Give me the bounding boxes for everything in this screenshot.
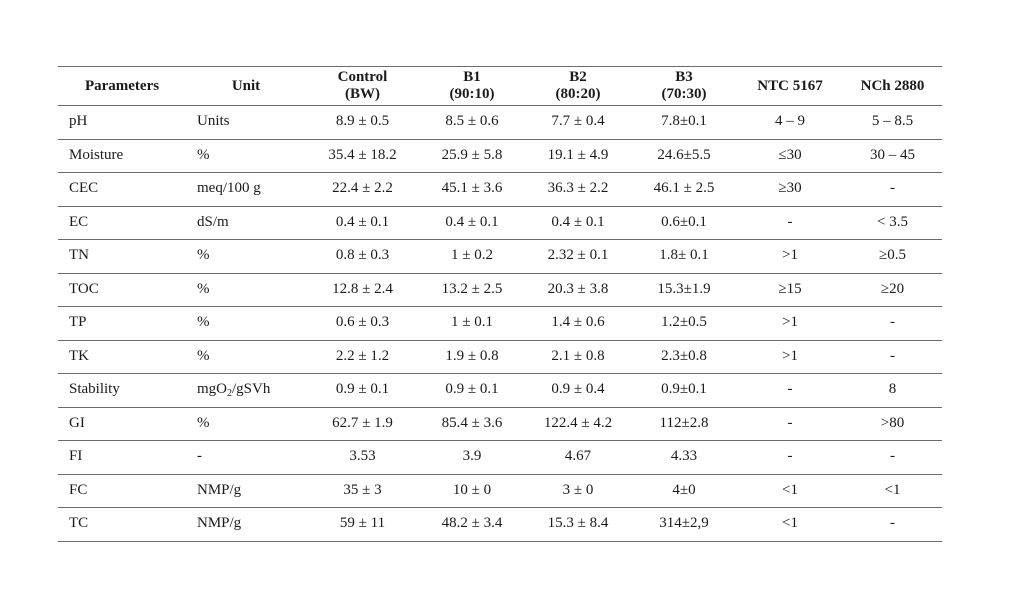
- cell-parameter: Stability: [58, 374, 186, 408]
- table-row: [58, 240, 942, 274]
- cell-b1: 1 ± 0.2: [419, 240, 525, 274]
- cell-nch-2880: -: [843, 307, 942, 341]
- cell-b1: 85.4 ± 3.6: [419, 407, 525, 441]
- cell-unit: %: [186, 273, 306, 307]
- cell-b2: 7.7 ± 0.4: [525, 106, 631, 140]
- cell-b3: 314±2,9: [631, 508, 737, 542]
- cell-b1: 3.9: [419, 441, 525, 475]
- cell-b1: 0.4 ± 0.1: [419, 206, 525, 240]
- cell-b1: 45.1 ± 3.6: [419, 173, 525, 207]
- table-row: [58, 273, 942, 307]
- cell-b1: 1 ± 0.1: [419, 307, 525, 341]
- cell-ntc-5167: 4 – 9: [737, 106, 843, 140]
- cell-control: 2.2 ± 1.2: [306, 340, 419, 374]
- header-control: Control (BW): [306, 67, 419, 106]
- header-b3: B3 (70:30): [631, 67, 737, 106]
- cell-control: 3.53: [306, 441, 419, 475]
- cell-unit: meq/100 g: [186, 173, 306, 207]
- cell-ntc-5167: -: [737, 374, 843, 408]
- cell-b3: 4.33: [631, 441, 737, 475]
- cell-b2: 4.67: [525, 441, 631, 475]
- cell-unit: -: [186, 441, 306, 475]
- header-parameters: Parameters: [58, 67, 186, 106]
- cell-parameter: TP: [58, 307, 186, 341]
- cell-unit: Units: [186, 106, 306, 140]
- cell-parameter: GI: [58, 407, 186, 441]
- cell-b3: 0.6±0.1: [631, 206, 737, 240]
- cell-ntc-5167: -: [737, 441, 843, 475]
- cell-b2: 36.3 ± 2.2: [525, 173, 631, 207]
- cell-control: 22.4 ± 2.2: [306, 173, 419, 207]
- cell-b1: 10 ± 0: [419, 474, 525, 508]
- cell-nch-2880: -: [843, 340, 942, 374]
- table-row: [58, 374, 942, 408]
- table-row: [58, 441, 942, 475]
- header-nch-2880: NCh 2880: [843, 67, 942, 106]
- data-table-container: [58, 66, 942, 542]
- cell-ntc-5167: ≥15: [737, 273, 843, 307]
- cell-parameter: Moisture: [58, 139, 186, 173]
- cell-ntc-5167: <1: [737, 508, 843, 542]
- cell-nch-2880: >80: [843, 407, 942, 441]
- cell-b2: 3 ± 0: [525, 474, 631, 508]
- cell-ntc-5167: >1: [737, 240, 843, 274]
- cell-parameter: FI: [58, 441, 186, 475]
- cell-unit: %: [186, 139, 306, 173]
- cell-b2: 0.9 ± 0.4: [525, 374, 631, 408]
- cell-ntc-5167: -: [737, 407, 843, 441]
- cell-b1: 0.9 ± 0.1: [419, 374, 525, 408]
- cell-b3: 4±0: [631, 474, 737, 508]
- cell-b1: 48.2 ± 3.4: [419, 508, 525, 542]
- cell-control: 0.9 ± 0.1: [306, 374, 419, 408]
- cell-b1: 1.9 ± 0.8: [419, 340, 525, 374]
- cell-control: 35 ± 3: [306, 474, 419, 508]
- cell-b3: 0.9±0.1: [631, 374, 737, 408]
- cell-b2: 2.1 ± 0.8: [525, 340, 631, 374]
- table-row: [58, 508, 942, 542]
- cell-ntc-5167: >1: [737, 307, 843, 341]
- cell-b2: 15.3 ± 8.4: [525, 508, 631, 542]
- cell-parameter: FC: [58, 474, 186, 508]
- cell-b3: 46.1 ± 2.5: [631, 173, 737, 207]
- table-row: [58, 307, 942, 341]
- cell-nch-2880: -: [843, 173, 942, 207]
- cell-ntc-5167: -: [737, 206, 843, 240]
- table-row: [58, 106, 942, 140]
- header-unit: Unit: [186, 67, 306, 106]
- cell-b2: 122.4 ± 4.2: [525, 407, 631, 441]
- cell-parameter: TOC: [58, 273, 186, 307]
- cell-control: 0.8 ± 0.3: [306, 240, 419, 274]
- cell-unit: %: [186, 407, 306, 441]
- cell-b3: 112±2.8: [631, 407, 737, 441]
- cell-b2: 20.3 ± 3.8: [525, 273, 631, 307]
- header-b1: B1 (90:10): [419, 67, 525, 106]
- cell-nch-2880: 5 – 8.5: [843, 106, 942, 140]
- table-row: [58, 173, 942, 207]
- cell-nch-2880: ≥20: [843, 273, 942, 307]
- header-b2: B2 (80:20): [525, 67, 631, 106]
- cell-b1: 25.9 ± 5.8: [419, 139, 525, 173]
- cell-b1: 8.5 ± 0.6: [419, 106, 525, 140]
- cell-b3: 7.8±0.1: [631, 106, 737, 140]
- cell-parameter: TC: [58, 508, 186, 542]
- cell-b2: 2.32 ± 0.1: [525, 240, 631, 274]
- cell-unit: dS/m: [186, 206, 306, 240]
- cell-nch-2880: ≥0.5: [843, 240, 942, 274]
- table-row: [58, 407, 942, 441]
- table-row: [58, 139, 942, 173]
- cell-b3: 2.3±0.8: [631, 340, 737, 374]
- cell-ntc-5167: <1: [737, 474, 843, 508]
- table-row: [58, 474, 942, 508]
- cell-control: 0.4 ± 0.1: [306, 206, 419, 240]
- cell-nch-2880: -: [843, 508, 942, 542]
- cell-ntc-5167: >1: [737, 340, 843, 374]
- cell-ntc-5167: ≤30: [737, 139, 843, 173]
- cell-parameter: EC: [58, 206, 186, 240]
- cell-parameter: pH: [58, 106, 186, 140]
- cell-nch-2880: -: [843, 441, 942, 475]
- cell-nch-2880: 30 – 45: [843, 139, 942, 173]
- cell-unit: %: [186, 240, 306, 274]
- cell-control: 59 ± 11: [306, 508, 419, 542]
- cell-control: 8.9 ± 0.5: [306, 106, 419, 140]
- cell-control: 12.8 ± 2.4: [306, 273, 419, 307]
- table-row: [58, 340, 942, 374]
- cell-unit: %: [186, 340, 306, 374]
- cell-parameter: TK: [58, 340, 186, 374]
- cell-b2: 0.4 ± 0.1: [525, 206, 631, 240]
- cell-b3: 24.6±5.5: [631, 139, 737, 173]
- cell-unit: NMP/g: [186, 474, 306, 508]
- cell-ntc-5167: ≥30: [737, 173, 843, 207]
- cell-b3: 15.3±1.9: [631, 273, 737, 307]
- cell-unit: %: [186, 307, 306, 341]
- cell-unit: NMP/g: [186, 508, 306, 542]
- cell-nch-2880: < 3.5: [843, 206, 942, 240]
- cell-b2: 19.1 ± 4.9: [525, 139, 631, 173]
- cell-unit: mgO$_2$/gSVh: [186, 374, 306, 408]
- cell-nch-2880: 8: [843, 374, 942, 408]
- cell-nch-2880: <1: [843, 474, 942, 508]
- cell-b3: 1.2±0.5: [631, 307, 737, 341]
- cell-control: 0.6 ± 0.3: [306, 307, 419, 341]
- cell-b3: 1.8± 0.1: [631, 240, 737, 274]
- cell-control: 62.7 ± 1.9: [306, 407, 419, 441]
- cell-parameter: CEC: [58, 173, 186, 207]
- cell-b2: 1.4 ± 0.6: [525, 307, 631, 341]
- table-row: [58, 206, 942, 240]
- header-ntc-5167: NTC 5167: [737, 67, 843, 106]
- cell-parameter: TN: [58, 240, 186, 274]
- cell-b1: 13.2 ± 2.5: [419, 273, 525, 307]
- header-row: [58, 67, 942, 106]
- cell-control: 35.4 ± 18.2: [306, 139, 419, 173]
- parameters-table: [58, 66, 942, 542]
